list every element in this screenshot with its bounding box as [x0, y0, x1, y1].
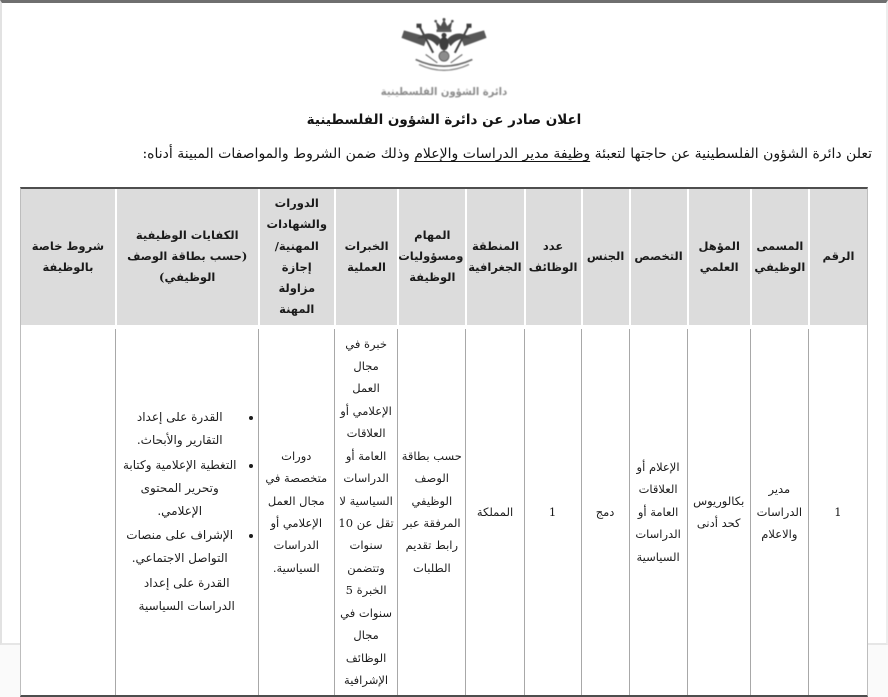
header-courses: الدورات والشهادات المهنية/إجازة مزاولة المهنة: [258, 189, 334, 329]
cell-specialization: الإعلام أو العلاقات العامة أو الدراسات السياسية: [629, 329, 687, 696]
header-competencies: الكفايات الوظيفية (حسب بطاقة الوصف الوظيفي): [115, 189, 258, 329]
intro-text-end: وذلك ضمن الشروط والمواصفات المبينة أدناه:: [142, 146, 415, 162]
job-announcement-table: [20, 187, 868, 697]
competency-item: • القدرة على إعداد التقارير والأبحاث.: [121, 406, 239, 452]
header-positions-count: عدد الوظائف: [524, 189, 581, 329]
table-header-row: [21, 189, 867, 329]
cell-qualification: بكالوريوس كحد أدنى: [687, 329, 750, 696]
cell-region: المملكة: [465, 329, 523, 696]
header-job-title: المسمى الوظيفي: [750, 189, 808, 329]
competency-item: • التغطية الإعلامية وكتابة وتحرير المحتوى الإعلامي.: [121, 454, 239, 522]
jordan-coat-of-arms-icon: [2, 15, 886, 83]
header-special-conditions: شروط خاصة بالوظيفة: [21, 189, 115, 329]
competency-extra-line: القدرة على إعداد الدراسات السياسية: [138, 575, 235, 613]
cell-courses: دورات متخصصة في مجال العمل الإعلامي أو الدراسات السياسية.: [258, 329, 334, 696]
header-experience: الخبرات العملية: [334, 189, 397, 329]
cell-duties: حسب بطاقة الوصف الوظيفي المرفقة عبر رابط تقديم الطلبات: [397, 329, 465, 696]
letterhead-calligraphy: دائرة الشؤون الفلسطينية: [380, 86, 508, 99]
cell-experience: خبرة في مجال العمل الإعلامي أو العلاقات العامة أو الدراسات السياسية لا تقل عن 10 سنوات وتتضمن الخبرة 5 سنوات في مجال الوظائف الإشرافية: [334, 329, 397, 696]
header-gender: الجنس: [581, 189, 629, 329]
cell-positions-count: 1: [524, 329, 581, 696]
intro-paragraph: [16, 144, 872, 165]
header-duties: المهام ومسؤوليات الوظيفة: [397, 189, 465, 329]
intro-text-start: تعلن دائرة الشؤون الفلسطينية عن حاجتها لتعبئة: [590, 146, 872, 162]
competency-item: • الإشراف على منصات التواصل الاجتماعي.: [121, 524, 239, 570]
cell-number: 1: [808, 329, 867, 696]
competencies-list: [119, 406, 255, 570]
job-position-underlined-text: وظيفة مدير الدراسات والإعلام: [414, 146, 591, 162]
header-specialization: التخصص: [629, 189, 687, 329]
cell-gender: دمج: [581, 329, 629, 696]
header-region: المنطقة الجغرافية: [465, 189, 523, 329]
cell-special-conditions: [21, 329, 115, 696]
header-number: الرقم: [808, 189, 867, 329]
cell-competencies: [115, 329, 258, 696]
announcement-title: اعلان صادر عن دائرة الشؤون الفلسطينية: [306, 112, 582, 128]
table-row: [21, 329, 867, 696]
cell-job-title: مدير الدراسات والاعلام: [750, 329, 808, 696]
header-qualification: المؤهل العلمي: [687, 189, 750, 329]
